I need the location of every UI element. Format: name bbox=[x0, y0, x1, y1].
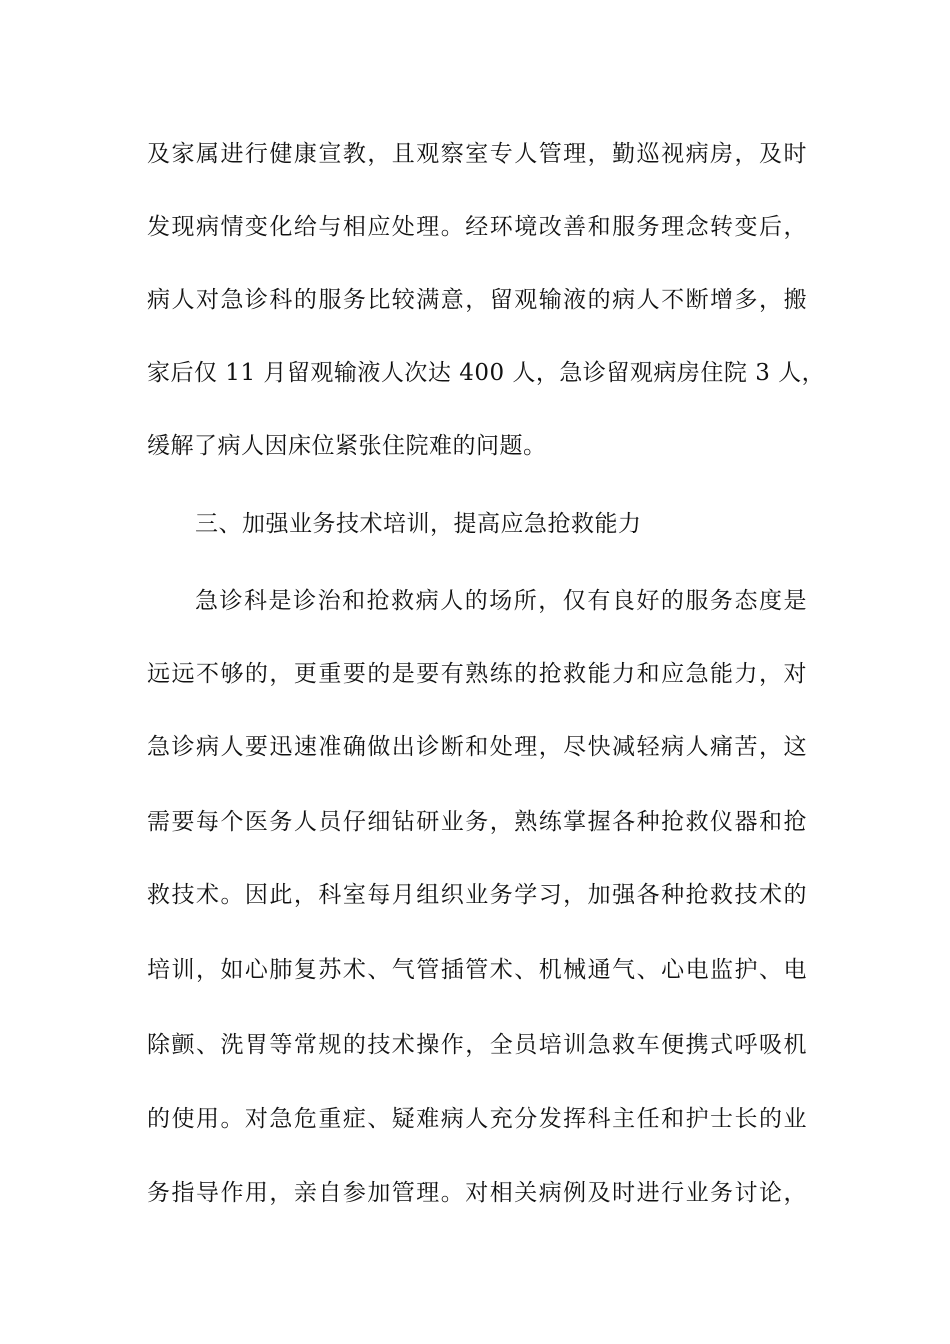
paragraph-line: 培训，如心肺复苏术、气管插管术、机械通气、心电监护、电 bbox=[147, 957, 807, 983]
section-heading: 三、加强业务技术培训，提高应急抢救能力 bbox=[195, 511, 642, 537]
paragraph-line: 缓解了病人因床位紧张住院难的问题。 bbox=[147, 433, 547, 459]
paragraph-line: 远远不够的，更重要的是要有熟练的抢救能力和应急能力，对 bbox=[147, 661, 807, 687]
paragraph-line: 务指导作用，亲自参加管理。对相关病例及时进行业务讨论， bbox=[147, 1180, 807, 1206]
paragraph-line: 的使用。对急危重症、疑难病人充分发挥科主任和护士长的业 bbox=[147, 1106, 807, 1132]
paragraph-line: 救技术。因此，科室每月组织业务学习，加强各种抢救技术的 bbox=[147, 882, 807, 908]
paragraph-line: 家后仅 11 月留观输液人次达 400 人，急诊留观病房住院 3 人， bbox=[147, 360, 826, 386]
paragraph-line: 急诊科是诊治和抢救病人的场所，仅有良好的服务态度是 bbox=[195, 588, 807, 614]
paragraph-line: 需要每个医务人员仔细钻研业务，熟练掌握各种抢救仪器和抢 bbox=[147, 809, 807, 835]
paragraph-line: 除颤、洗胃等常规的技术操作，全员培训急救车便携式呼吸机 bbox=[147, 1032, 807, 1058]
paragraph-line: 病人对急诊科的服务比较满意，留观输液的病人不断增多，搬 bbox=[147, 287, 807, 313]
paragraph-line: 急诊病人要迅速准确做出诊断和处理，尽快减轻病人痛苦，这 bbox=[147, 734, 807, 760]
paragraph-line: 及家属进行健康宣教，且观察室专人管理，勤巡视病房，及时 bbox=[147, 141, 807, 167]
paragraph-line: 发现病情变化给与相应处理。经环境改善和服务理念转变后， bbox=[147, 214, 807, 240]
